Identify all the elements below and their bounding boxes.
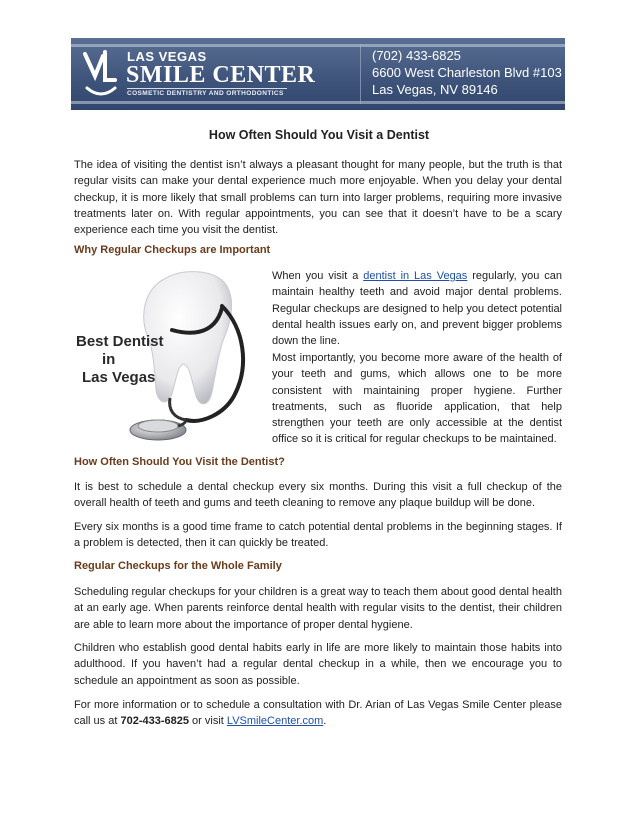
text-span: When you visit a: [272, 270, 364, 282]
brand-tagline: COSMETIC DENTISTRY AND ORTHODONTICS: [127, 90, 284, 97]
document-title: How Often Should You Visit a Dentist: [208, 128, 430, 142]
contact-address-line1: 6600 West Charleston Blvd #103: [372, 65, 562, 80]
banner-stripe: [71, 101, 565, 104]
section3-paragraph3: [74, 697, 562, 730]
section3-paragraph2: Children who establish good dental habits early in life are more likely to maintain those habits into adulthood. If you haven’t had a regular dental checkup in a while, then we encourage you to schedule an appointment as soon as possible.: [74, 642, 562, 687]
section-heading-how-often: How Often Should You Visit the Dentist?: [74, 456, 285, 468]
image-caption-line1: Best Dentist: [76, 333, 164, 350]
contact-block: [372, 47, 562, 98]
dentist-link[interactable]: dentist in Las Vegas: [363, 270, 468, 282]
text-span: or visit: [188, 715, 227, 728]
image-caption-line2: in: [102, 351, 116, 368]
image-caption-line3: Las Vegas: [82, 369, 156, 386]
section1-paragraph2: Most importantly, you become more aware of the health of your teeth and gums, which allows one to be more consistent with maintaining proper hygiene. Further treatments, such as fluoride application, that help strengthen your teeth are only accessible at the dentist office so it is critical for regular checkups to be maintained.: [272, 352, 562, 446]
text-span: regularly, you can maintain healthy teeth and avoid major dental problems. Regular checkups are designed to help you detect potential dental health issues early on, and prevent bigger problems down the line.: [272, 270, 562, 348]
banner-divider: [360, 44, 361, 104]
section-heading-why: Why Regular Checkups are Important: [74, 244, 271, 256]
logo-icon: [81, 46, 121, 104]
website-link[interactable]: LVSmileCenter.com: [226, 715, 324, 728]
brand-underline: [127, 88, 287, 89]
brand-top: LAS VEGAS: [127, 49, 207, 64]
section3-paragraph1: Scheduling regular checkups for your children is a great way to teach them about good dental health at an early age. When parents reinforce dental health with regular visits to the dentist, their children are able to learn more about the importance of proper dental hygiene.: [74, 586, 562, 631]
intro-paragraph: The idea of visiting the dentist isn’t always a pleasant thought for many people, but the truth is that regular visits can make your dental experience much more enjoyable. When you delay your dental checkup, it is more likely that small problems can turn into larger problems, requiring more invasive treatments later on. With regular appointments, you can see that it doesn’t have to be a scary experience each time you visit the dentist.: [74, 159, 562, 237]
section2-paragraph1: It is best to schedule a dental checkup every six months. During this visit a full checkup of the overall health of teeth and gums and teeth cleaning to remove any plaque buildup will be done.: [74, 481, 562, 510]
contact-address-line2: Las Vegas, NV 89146: [372, 82, 498, 97]
section-heading-family: Regular Checkups for the Whole Family: [74, 560, 282, 572]
phone-number: 702-433-6825: [120, 715, 189, 728]
text-span: .: [323, 715, 327, 728]
header-banner: [71, 38, 565, 110]
section2-paragraph2: Every six months is a good time frame to catch potential dental problems in the beginning stages. If a problem is detected, then it can quickly be treated.: [74, 521, 562, 550]
section1-paragraph1: [272, 268, 562, 349]
contact-phone: (702) 433-6825: [372, 48, 461, 63]
text-span: For more information or to schedule a consultation with Dr. Arian of Las Vegas Smile Center please call us at: [74, 699, 562, 728]
tooth-stethoscope-image: [74, 268, 264, 454]
brand-name: SMILE CENTER: [126, 62, 316, 88]
